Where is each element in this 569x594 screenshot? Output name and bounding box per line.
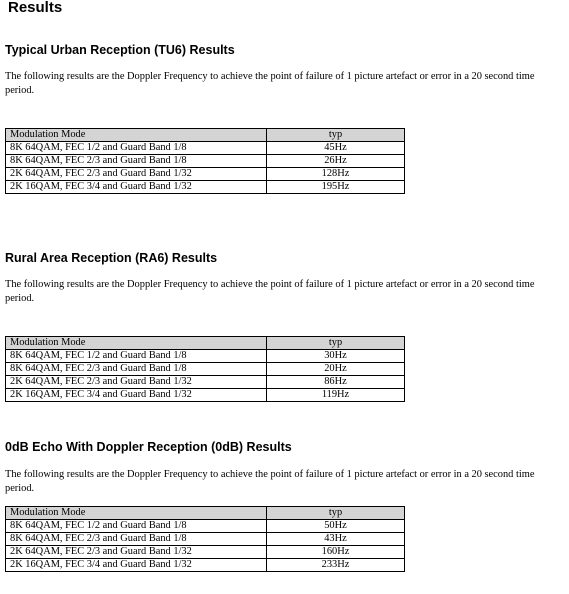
page-title: Results [8, 0, 63, 16]
section-ra6 [5, 251, 565, 400]
modulation-mode-cell: 2K 64QAM, FEC 2/3 and Guard Band 1/32 [6, 546, 267, 559]
table-row [6, 142, 405, 155]
table-row [6, 533, 405, 546]
typ-cell: 43Hz [267, 533, 405, 546]
table-row [6, 389, 405, 402]
table-row [6, 181, 405, 194]
typ-cell: 30Hz [267, 350, 405, 363]
modulation-mode-cell: 8K 64QAM, FEC 1/2 and Guard Band 1/8 [6, 520, 267, 533]
typ-cell: 20Hz [267, 363, 405, 376]
modulation-mode-cell: 8K 64QAM, FEC 2/3 and Guard Band 1/8 [6, 533, 267, 546]
typ-cell: 195Hz [267, 181, 405, 194]
typ-cell: 128Hz [267, 168, 405, 181]
section-0db [5, 440, 565, 570]
column-header-modulation-mode: Modulation Mode [6, 337, 267, 350]
section-heading: Typical Urban Reception (TU6) Results [5, 43, 235, 57]
column-header-typ: typ [267, 507, 405, 520]
table-header-row [6, 129, 405, 142]
column-header-typ: typ [267, 129, 405, 142]
results-table-0db [5, 506, 405, 572]
section-tu6 [5, 43, 565, 192]
modulation-mode-cell: 2K 16QAM, FEC 3/4 and Guard Band 1/32 [6, 181, 267, 194]
table-header-row [6, 337, 405, 350]
table-row [6, 363, 405, 376]
typ-cell: 45Hz [267, 142, 405, 155]
table-row [6, 520, 405, 533]
column-header-modulation-mode: Modulation Mode [6, 129, 267, 142]
table-row [6, 168, 405, 181]
typ-cell: 160Hz [267, 546, 405, 559]
typ-cell: 86Hz [267, 376, 405, 389]
typ-cell: 50Hz [267, 520, 405, 533]
section-intro: The following results are the Doppler Frequency to achieve the point of failure of 1 picture artefact or error in a 20 second time period. [5, 279, 535, 304]
table-row [6, 546, 405, 559]
modulation-mode-cell: 8K 64QAM, FEC 2/3 and Guard Band 1/8 [6, 155, 267, 168]
modulation-mode-cell: 8K 64QAM, FEC 1/2 and Guard Band 1/8 [6, 350, 267, 363]
modulation-mode-cell: 8K 64QAM, FEC 2/3 and Guard Band 1/8 [6, 363, 267, 376]
column-header-modulation-mode: Modulation Mode [6, 507, 267, 520]
table-header-row [6, 507, 405, 520]
typ-cell: 233Hz [267, 559, 405, 572]
typ-cell: 26Hz [267, 155, 405, 168]
results-table-ra6 [5, 336, 405, 402]
section-intro: The following results are the Doppler Frequency to achieve the point of failure of 1 picture artefact or error in a 20 second time period. [5, 71, 535, 96]
section-heading: Rural Area Reception (RA6) Results [5, 251, 218, 265]
section-heading: 0dB Echo With Doppler Reception (0dB) Results [5, 440, 292, 454]
modulation-mode-cell: 2K 16QAM, FEC 3/4 and Guard Band 1/32 [6, 389, 267, 402]
typ-cell: 119Hz [267, 389, 405, 402]
results-table-tu6 [5, 128, 405, 194]
table-row [6, 155, 405, 168]
table-row [6, 559, 405, 572]
modulation-mode-cell: 8K 64QAM, FEC 1/2 and Guard Band 1/8 [6, 142, 267, 155]
modulation-mode-cell: 2K 64QAM, FEC 2/3 and Guard Band 1/32 [6, 376, 267, 389]
table-row [6, 350, 405, 363]
section-intro: The following results are the Doppler Frequency to achieve the point of failure of 1 picture artefact or error in a 20 second time period. [5, 469, 535, 494]
column-header-typ: typ [267, 337, 405, 350]
modulation-mode-cell: 2K 16QAM, FEC 3/4 and Guard Band 1/32 [6, 559, 267, 572]
modulation-mode-cell: 2K 64QAM, FEC 2/3 and Guard Band 1/32 [6, 168, 267, 181]
table-row [6, 376, 405, 389]
